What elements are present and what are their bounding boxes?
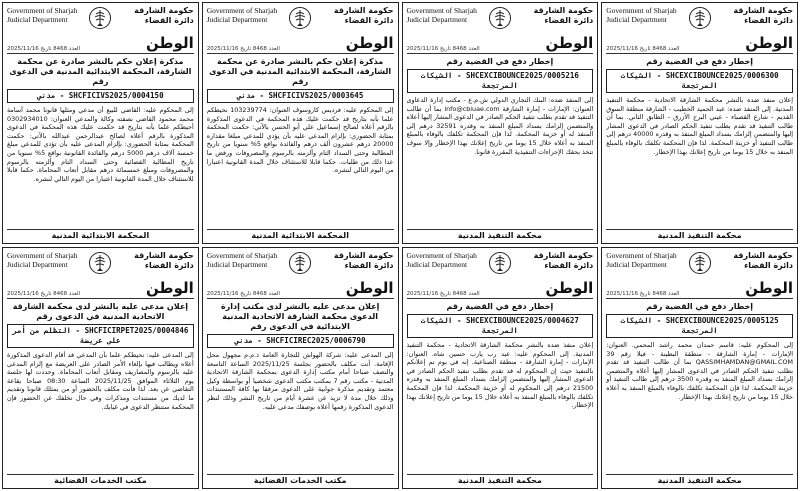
dept-en: Judicial Department [206,15,268,24]
issuing-court: المحكمة الابتدائية المدنية [7,229,194,240]
notice-header [606,251,793,277]
case-number: SHCFICIVS2025/0003645 - مدني [207,89,394,103]
issuer-english [606,251,676,269]
issuer-english [7,251,77,269]
dept-ar: دائرة القضاء [144,261,194,270]
issuing-court: محكمة التنفيذ المدنية [407,474,594,485]
issuer-english [207,251,277,269]
sharjah-emblem-icon [687,6,713,30]
legal-notice [601,247,798,489]
paper-row [606,279,793,299]
sharjah-emblem-icon [87,251,113,275]
issuer-english [7,6,77,24]
newspaper-name: الوطن [745,34,793,52]
notice-body: إلى المدعى عليه: شركة الهواش للتجارة العامة ذ.م.م مجهول محل الإقامة. أنت مكلف بالحضور بجلسة 2025/11/25 الساعة التاسعة والنصف صباحا أمام مكتب إدارة الدعوى بمحكمة الشارقة الاتحادية المدنية - مكتب رقم 7 بمكتب مكتب الدعوى شخصيا أو بواسطة وكيل معتمد وتقديم مذكرة جوابية على الدعوى مرفقا بها كافة المستندات وذلك خلال مدة لا تزيد عن عشرة أيام من تاريخ النشر وذلك لنظر الدعوى المذكورة رقمها أعلاه بوصفك مدعى عليه. [206,351,394,411]
case-number: SHCFICIREC2025/0006790 - مدني [207,334,394,348]
newspaper-name: الوطن [145,34,194,52]
dept-en: Judicial Department [406,15,468,24]
notice-title: إخطار دفع في القضية رقم [646,57,754,66]
issuing-court: محكمة التنفيذ المدنية [606,229,793,240]
notice-body: إلى المحكوم عليه: القاضي للبيع أن مدعي ومثلها قانونا محمد أسامة محمد محمود القاضي بصفته وكالة والمدعي العنوان: 0302934010 أحيطكم علما بأنه بتاريخ قد حكمت عليك هذه المحكمة في الدعوى المذكورة بالرقم أعلاه لصالح عبدالرحمن عبدالله بالآتي: حكمت المحكمة بمثابة الحضوري: بإلزام المدعى عليه بأن تؤدي للمدعي مبلغ خمسة آلاف درهم 5000 درهم والفائدة القانونية بواقع 5% سنويا من تاريخ المطالبة القضائية وحتى السداد التام وألزمته بالرسوم والمصروفات ومبلغ خمسمائة درهم مقابل أتعاب المحاماة. حكما قابلا للاستئناف خلال المدة القانونية اعتبارا من اليوم التالي لنشره. [7,106,194,183]
notice-header [207,251,394,277]
issue-date: العدد 8468 تاريخ 2025/11/16 [7,291,81,297]
dept-ar: دائرة القضاء [544,261,594,270]
issuer-arabic [534,251,594,271]
issuing-court: مكتب الخدمات القضائية [207,474,394,485]
sharjah-emblem-icon [287,251,313,275]
notice-title: إعلان مدعى عليه بالنشر لدى محكمة الشارقة الاتحادية المدنية في الدعوى رقم [12,302,189,321]
issuer-arabic [733,6,793,26]
issuer-ar: حكومة الشارقة [333,6,394,15]
paper-row [7,34,194,54]
issuer-en: Government of Sharjah [206,251,278,260]
notice-body: إعلان منفذ ضده بالنشر محكمة الشارقة الاتحادية - محكمة التنفيذ المدنية. إلى المنفذ ضده: عبد الحميد الخطيب - الشارقة منطقة السوق القديم - شارع القصباء - عيني البرج الأزرق - الطابق الثاني. بما أن طالب التنفيذ قد تقدم بطلب تنفيذ الحكم الصادر في الدعوى المشار إليها والمتضمن إلزامك بسداد المبلغ المنفذ به وقدره 40000 درهم إلى طالب التنفيذ أو خزينة المحكمة. لذا فإن المحكمة تكلفك بالوفاء بالمبلغ المنفذ به خلال 15 يوما من تاريخ إعلانك بهذا الإخطار. [606,96,793,156]
dept-en: Judicial Department [206,260,268,269]
legal-notice [202,247,399,489]
dept-ar: دائرة القضاء [744,16,793,25]
issue-date: العدد 8468 تاريخ 2025/11/16 [606,291,680,297]
notice-body: إلى المحكوم عليه: قاسم حمدان محمد راشد المحمي. العنوان: الإمارات - إمارة الشارقة - منطقة البطينة - فيلا رقم 39 QASSIMHAMDAN@GMAIL.COM بما أن طالب التنفيذ قد تقدم بطلب تنفيذ الحكم الصادر في الدعوى المشار إليها أعلاه والمتضمن إلزامك بسداد المبلغ المنفذ به وقدره 3500 درهم إلى طالب التنفيذ أو خزينة المحكمة. لذا فإن المحكمة تكلفك بالوفاء بالمبلغ المنفذ به أعلاه خلال 15 يوما من تاريخ إعلانك بهذا الإخطار. [606,341,793,401]
notice-header [407,6,594,32]
issuer-english [407,251,477,269]
issue-date: العدد 8468 تاريخ 2025/11/16 [7,46,81,52]
issuing-court: محكمة التنفيذ المدنية [407,229,594,240]
issuer-en: Government of Sharjah [206,6,278,15]
issuer-arabic [134,6,194,26]
dept-ar: دائرة القضاء [344,261,394,270]
notice-header [407,251,594,277]
paper-row [407,279,594,299]
issuing-court: محكمة التنفيذ المدنية [606,474,793,485]
newspaper-name: الوطن [145,279,194,297]
notice-title: إخطار دفع في القضية رقم [646,302,754,311]
case-number: SHCFICIVS2025/0004150 - مدني [7,89,194,103]
issuer-arabic [334,6,394,26]
paper-row [207,34,394,54]
issuer-en: Government of Sharjah [406,6,477,15]
issuer-arabic [134,251,194,271]
sharjah-emblem-icon [687,251,713,275]
newspaper-name: الوطن [745,279,793,297]
issuing-court: المحكمة الابتدائية المدنية [207,229,394,240]
issue-date: العدد 8468 تاريخ 2025/11/16 [406,46,480,52]
sharjah-emblem-icon [87,6,113,30]
sharjah-emblem-icon [287,6,313,30]
issuer-arabic [334,251,394,271]
notice-body: إعلان منفذ ضده بالنشر محكمة الشارقة الاتحادية - محكمة التنفيذ المدنية. إلى المحكوم عليه: عبد رب يارب حسين شاه. العنوان: الإمارات - إمارة الشارقة - منطقة الصناعية. إنه في يوم تم إعلانكم بالتنفيذ حيث إن المحكوم له قد تقدم بطلب تنفيذ الحكم الصادر في الدعوى المشار إليها والمتضمن إلزامك بسداد المبلغ المنفذ به وقدره 21500 درهم إلى المحكوم له أو خزينة المحكمة. لذا فإن المحكمة تكلفك بالوفاء بالمبلغ المنفذ به أعلاه خلال 15 يوما من تاريخ إعلانك بهذا الإخطار. [406,341,594,410]
issue-date: العدد 8468 تاريخ 2025/11/16 [606,46,680,52]
notice-body: إلى المنفذ ضده: البنك التجاري الدولي ش.م.ع - مكتب إدارة الدعاوى العنوان: الإمارات - إمارة الشارقة info@cbiuae.com بما أن طالب التنفيذ قد تقدم بطلب تنفيذ الحكم الصادر في الدعوى المشار إليها أعلاه والمتضمن إلزامك بسداد المبلغ المنفذ به وقدره 32591 درهم إلى المنفذ له أو خزينة المحكمة. لذا فإن المحكمة تكلفك بالوفاء بالمبلغ المنفذ به أعلاه خلال 15 يوما من تاريخ إعلانك بهذا الإخطار وإلا سوف تتخذ بحقك الإجراءات التنفيذية المقررة قانونا. [406,96,594,156]
notices-grid [2,2,798,489]
sharjah-emblem-icon [487,251,513,275]
legal-notice [402,2,599,244]
notice-header [7,251,194,277]
issuer-ar: حكومة الشارقة [134,251,194,260]
issuer-english [407,6,477,24]
notice-body: إلى المدعى عليه: نحيطكم علما بأن المدعي قد أقام الدعوى المذكورة أعلاه ويطالب فيها بإلغاء الأمر الصادر على العريضة مع إلزام المدعى عليه بالرسوم والمصاريف ومقابل أتعاب المحاماة. وحددت لها جلسة يوم الثلاثاء الموافق 2025/11/25 الساعة 08:30 صباحا بقاعة التقاضي عن بعد. لذا فأنت مكلف بالحضور أو من يمثلك قانونا وتقديم ما لديك من مستندات ومذكرات وفي حال تخلفك عن الحضور فإن المحكمة ستنظر الدعوى في غيابك. [7,351,194,411]
case-number: SHCEXCIBOUNCE2025/0006300 - الشيكات المرتجعة [606,69,793,93]
case-number: SHCFICIRPET2025/0004846 - التظلم من أمر على عريضة [7,324,194,348]
newspaper-name: الوطن [545,279,594,297]
legal-notice [202,2,399,244]
issuer-ar: حكومة الشارقة [733,6,793,15]
issuer-ar: حكومة الشارقة [733,251,793,260]
newspaper-name: الوطن [545,34,594,52]
notice-title: إخطار دفع في القضية رقم [446,302,554,311]
issue-date: العدد 8468 تاريخ 2025/11/16 [206,291,280,297]
dept-en: Judicial Department [606,15,667,24]
paper-row [606,34,793,54]
notice-title: مذكرة إعلان حكم بالنشر صادرة عن محكمة الشارقة، المحكمة الابتدائية المدنية في الدعوى رقم [9,57,192,86]
issuer-en: Government of Sharjah [406,251,477,260]
paper-row [207,279,394,299]
dept-en: Judicial Department [7,260,68,269]
dept-ar: دائرة القضاء [144,16,194,25]
notice-title: مذكرة إعلان حكم بالنشر صادرة عن محكمة الشارقة، المحكمة الابتدائية المدنية في الدعوى رقم [209,57,392,86]
paper-row [407,34,594,54]
newspaper-name: الوطن [345,34,394,52]
case-number: SHCEXCIBOUNCE2025/0005216 - الشيكات المرتجعة [407,69,594,93]
issuer-english [606,6,676,24]
notice-header [7,6,194,32]
notice-header [207,6,394,32]
sharjah-emblem-icon [487,6,513,30]
issuer-arabic [534,6,594,26]
case-number: SHCEXCIBOUNCE2025/0005125 - الشيكات المرتجعة [606,314,793,338]
legal-notice [601,2,798,244]
issuer-arabic [733,251,793,271]
issuer-ar: حكومة الشارقة [533,6,594,15]
issuing-court: مكتب الخدمات القضائية [7,474,194,485]
notice-body: إلى المحكوم عليه: فرديس كاروسوف العنوان: 103239774 نحيطكم علما بأنه بتاريخ قد حكمت عليك هذه المحكمة في الدعوى المذكورة بالرقم أعلاه لصالح إسماعيل علي أبو الحسن بالآتي: حكمت المحكمة بمثابة الحضوري: بإلزام المدعى عليه بأن يؤدي للمدعي مبلغا مقداره 20000 درهم عشرون ألف درهم والفائدة بواقع 5% سنويا من تاريخ المطالبة وحتى السداد التام وألزمته بالرسوم والمصروفات ورفض ما عدا ذلك من طلبات. حكما قابلا للاستئناف خلال المدة القانونية اعتبارا من اليوم التالي لنشره. [206,106,394,175]
notice-header [606,6,793,32]
issuer-en: Government of Sharjah [7,251,78,260]
issue-date: العدد 8468 تاريخ 2025/11/16 [206,46,280,52]
dept-ar: دائرة القضاء [544,16,594,25]
legal-notice [402,247,599,489]
notice-title: إخطار دفع في القضية رقم [446,57,554,66]
legal-notice [2,2,199,244]
issuer-english [207,6,277,24]
dept-en: Judicial Department [7,15,68,24]
issuer-en: Government of Sharjah [7,6,78,15]
notice-title: إعلان مدعى عليه بالنشر لدى مكتب إدارة الدعوى محكمة الشارقة الاتحادية المدنية الابتدائية في الدعوى رقم [220,302,380,331]
paper-row [7,279,194,299]
dept-ar: دائرة القضاء [344,16,394,25]
newspaper-name: الوطن [345,279,394,297]
dept-en: Judicial Department [606,260,667,269]
legal-notice [2,247,199,489]
issuer-en: Government of Sharjah [606,251,677,260]
issuer-ar: حكومة الشارقة [333,251,394,260]
issuer-ar: حكومة الشارقة [134,6,194,15]
issue-date: العدد 8468 تاريخ 2025/11/16 [406,291,480,297]
issuer-ar: حكومة الشارقة [533,251,594,260]
issuer-en: Government of Sharjah [606,6,677,15]
case-number: SHCEXCIBOUNCE2025/0004627 - الشيكات المرتجعة [407,314,594,338]
dept-ar: دائرة القضاء [744,261,793,270]
dept-en: Judicial Department [406,260,468,269]
